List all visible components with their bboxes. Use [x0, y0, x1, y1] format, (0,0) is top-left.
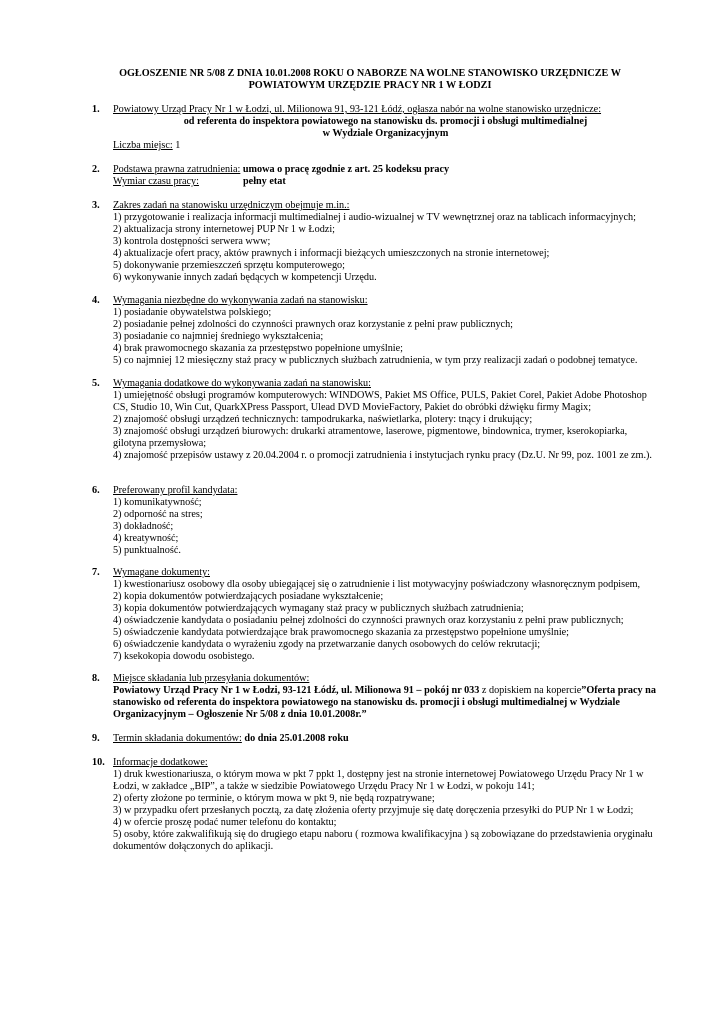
list-item: 1) kwestionariusz osobowy dla osoby ubiegającej się o zatrudnienie i list motywacyjny poświadczony własnoręcznym podpisem, [113, 579, 641, 590]
section-number: 4. [92, 295, 100, 306]
vacancy-count-value: 1 [172, 140, 181, 151]
section-heading: Wymagania niezbędne do wykonywania zadań na stanowisku: [113, 295, 368, 306]
list-item: 2) znajomość obsługi urządzeń technicznych: tampodrukarka, naświetlarka, plotery: tnący i drukujący; [113, 414, 533, 425]
position-title-line-2: w Wydziale Organizacyjnym [322, 128, 449, 139]
list-item: 5) osoby, które zakwalifikują się do drugiego etapu naboru ( rozmowa kwalifikacyjna ) są zobowiązane do przedstawienia oryginału dokumentów dołączonych do aplikacji. [113, 829, 653, 852]
section-number: 1. [92, 104, 100, 115]
vacancy-count-label: Liczba miejsc: [113, 140, 173, 151]
list-item: 5) punktualność. [113, 545, 181, 556]
list-item: 2) posiadanie pełnej zdolności do czynności prawnych oraz korzystanie z pełni praw publicznych; [113, 319, 514, 330]
section-number: 9. [92, 733, 100, 744]
submission-address [113, 685, 658, 721]
employment-basis [113, 164, 658, 176]
list-item: 3) dokładność; [113, 521, 174, 532]
vacancy-count [113, 140, 658, 152]
title-line-2: POWIATOWYM URZĘDZIE PRACY NR 1 W ŁODZI [248, 80, 492, 91]
list-item: 2) odporność na stres; [113, 509, 203, 520]
working-time [113, 176, 658, 188]
envelope-label-text: ”Oferta pracy na stanowisko od referenta do inspektora powiatowego na stanowisku ds. promocji i obsługi multimedialnej w Wydziale Organizacyjnym – Ogłoszenie Nr 5/08 z dnia 10.01.2008r.” [113, 685, 656, 720]
list-item: 3) w przypadku ofert przesłanych pocztą, za datę złożenia oferty przyjmuje się datę doręczenia przesyłki do PUP Nr 1 w Łodzi; [113, 805, 634, 816]
list-item: 4) brak prawomocnego skazania za przestępstwo popełnione umyślnie; [113, 343, 403, 354]
section-1-intro: Powiatowy Urząd Pracy Nr 1 w Łodzi, ul. Milionowa 91, 93-121 Łódź, ogłasza nabór na wolne stanowisko urzędnicze: [113, 104, 602, 115]
list-item: 4) znajomość przepisów ustawy z 20.04.2004 r. o promocji zatrudnienia i instytucjach rynku pracy (Dz.U. Nr 99, poz. 1001 ze zm.). [113, 450, 652, 461]
section-number: 3. [92, 200, 100, 211]
list-item: 1) komunikatywność; [113, 497, 202, 508]
list-item: 1) umiejętność obsługi programów komputerowych: WINDOWS, Pakiet MS Office, PULS, Pakiet Corel, Pakiet Adobe Photoshop CS, Studio 10, Win Cut, QuarkXPress Passport, Ulead DVD MovieFactory, Pakiet do obróbki dźwięku firmy Magix; [113, 390, 647, 413]
submission-address-bold: Powiatowy Urząd Pracy Nr 1 w Łodzi, 93-121 Łódź, ul. Milionowa 91 – pokój nr 033 [113, 685, 480, 696]
announcement-title [90, 68, 650, 92]
working-time-value: pełny etat [243, 176, 286, 187]
list-item: 1) druk kwestionariusza, o którym mowa w pkt 7 ppkt 1, dostępny jest na stronie internetowej Powiatowego Urzędu Pracy Nr 1 w Łodzi, w zakładce „BIP”, a także w siedzibie Powiatowego Urzędu Pracy Nr 1 w Łodzi, w pokoju 141; [113, 769, 644, 792]
submission-address-note: z dopiskiem na kopercie [479, 685, 582, 696]
position-title-line-1: od referenta do inspektora powiatowego na stanowisku ds. promocji i obsługi multimedialnej [183, 116, 588, 127]
title-line-1: OGŁOSZENIE NR 5/08 Z DNIA 10.01.2008 ROKU O NABORZE NA WOLNE STANOWISKO URZĘDNICZE W [119, 68, 621, 79]
employment-basis-label: Podstawa prawna zatrudnienia: [113, 164, 241, 175]
list-item: 6) oświadczenie kandydata o wyrażeniu zgody na przetwarzanie danych osobowych do celów rekrutacji; [113, 639, 541, 650]
section-heading: Wymagania dodatkowe do wykonywania zadań na stanowisku: [113, 378, 371, 389]
list-item: 1) posiadanie obywatelstwa polskiego; [113, 307, 272, 318]
section-number: 5. [92, 378, 100, 389]
section-number: 2. [92, 164, 100, 175]
employment-basis-value: umowa o pracę zgodnie z art. 25 kodeksu pracy [240, 164, 450, 175]
list-item: 5) oświadczenie kandydata potwierdzające brak prawomocnego skazania za przestępstwo popełnione umyślnie; [113, 627, 569, 638]
section-heading: Zakres zadań na stanowisku urzędniczym obejmuje m.in.: [113, 200, 350, 211]
deadline-value: do dnia 25.01.2008 roku [241, 733, 349, 744]
section-number: 8. [92, 673, 100, 684]
list-item: 4) aktualizacje ofert pracy, aktów prawnych i informacji bieżących umieszczonych na stronie internetowej; [113, 248, 550, 259]
section-number: 10. [92, 757, 105, 768]
section-heading: Wymagane dokumenty: [113, 567, 210, 578]
list-item: 4) kreatywność; [113, 533, 179, 544]
list-item: 6) wykonywanie innych zadań będących w kompetencji Urzędu. [113, 272, 377, 283]
list-item: 3) kontrola dostępności serwera www; [113, 236, 271, 247]
section-number: 6. [92, 485, 100, 496]
section-heading: Miejsce składania lub przesyłania dokumentów: [113, 673, 310, 684]
list-item: 5) dokonywanie przemieszczeń sprzętu komputerowego; [113, 260, 345, 271]
list-item: 4) oświadczenie kandydata o posiadaniu pełnej zdolności do czynności prawnych oraz korzystaniu z pełni praw publicznych; [113, 615, 624, 626]
section-heading: Informacje dodatkowe: [113, 757, 208, 768]
list-item: 4) w ofercie proszę podać numer telefonu do kontaktu; [113, 817, 337, 828]
deadline [113, 733, 658, 745]
list-item: 2) oferty złożone po terminie, o którym mowa w pkt 9, nie będą rozpatrywane; [113, 793, 435, 804]
section-heading: Preferowany profil kandydata: [113, 485, 238, 496]
list-item: 3) kopia dokumentów potwierdzających wymagany staż pracy w publicznych służbach zatrudnienia; [113, 603, 524, 614]
list-item: 5) co najmniej 12 miesięczny staż pracy w publicznych służbach zatrudnienia, w tym przy realizacji zadań o podobnej tematyce. [113, 355, 638, 366]
list-item: 3) znajomość obsługi urządzeń biurowych: drukarki atramentowe, laserowe, pigmentowe, bindownica, trymer, kserokopiarka, gilotyna przemysłowa; [113, 426, 628, 449]
list-item: 7) ksekokopia dowodu osobistego. [113, 651, 255, 662]
list-item: 2) kopia dokumentów potwierdzających posiadane wykształcenie; [113, 591, 384, 602]
working-time-label: Wymiar czasu pracy: [113, 176, 199, 187]
list-item: 2) aktualizacja strony internetowej PUP Nr 1 w Łodzi; [113, 224, 335, 235]
deadline-label: Termin składania dokumentów: [113, 733, 242, 744]
list-item: 1) przygotowanie i realizacja informacji multimedialnej i audio-wizualnej w TV wewnętrznej oraz na tablicach informacyjnych; [113, 212, 636, 223]
section-number: 7. [92, 567, 100, 578]
list-item: 3) posiadanie co najmniej średniego wykształcenia; [113, 331, 324, 342]
